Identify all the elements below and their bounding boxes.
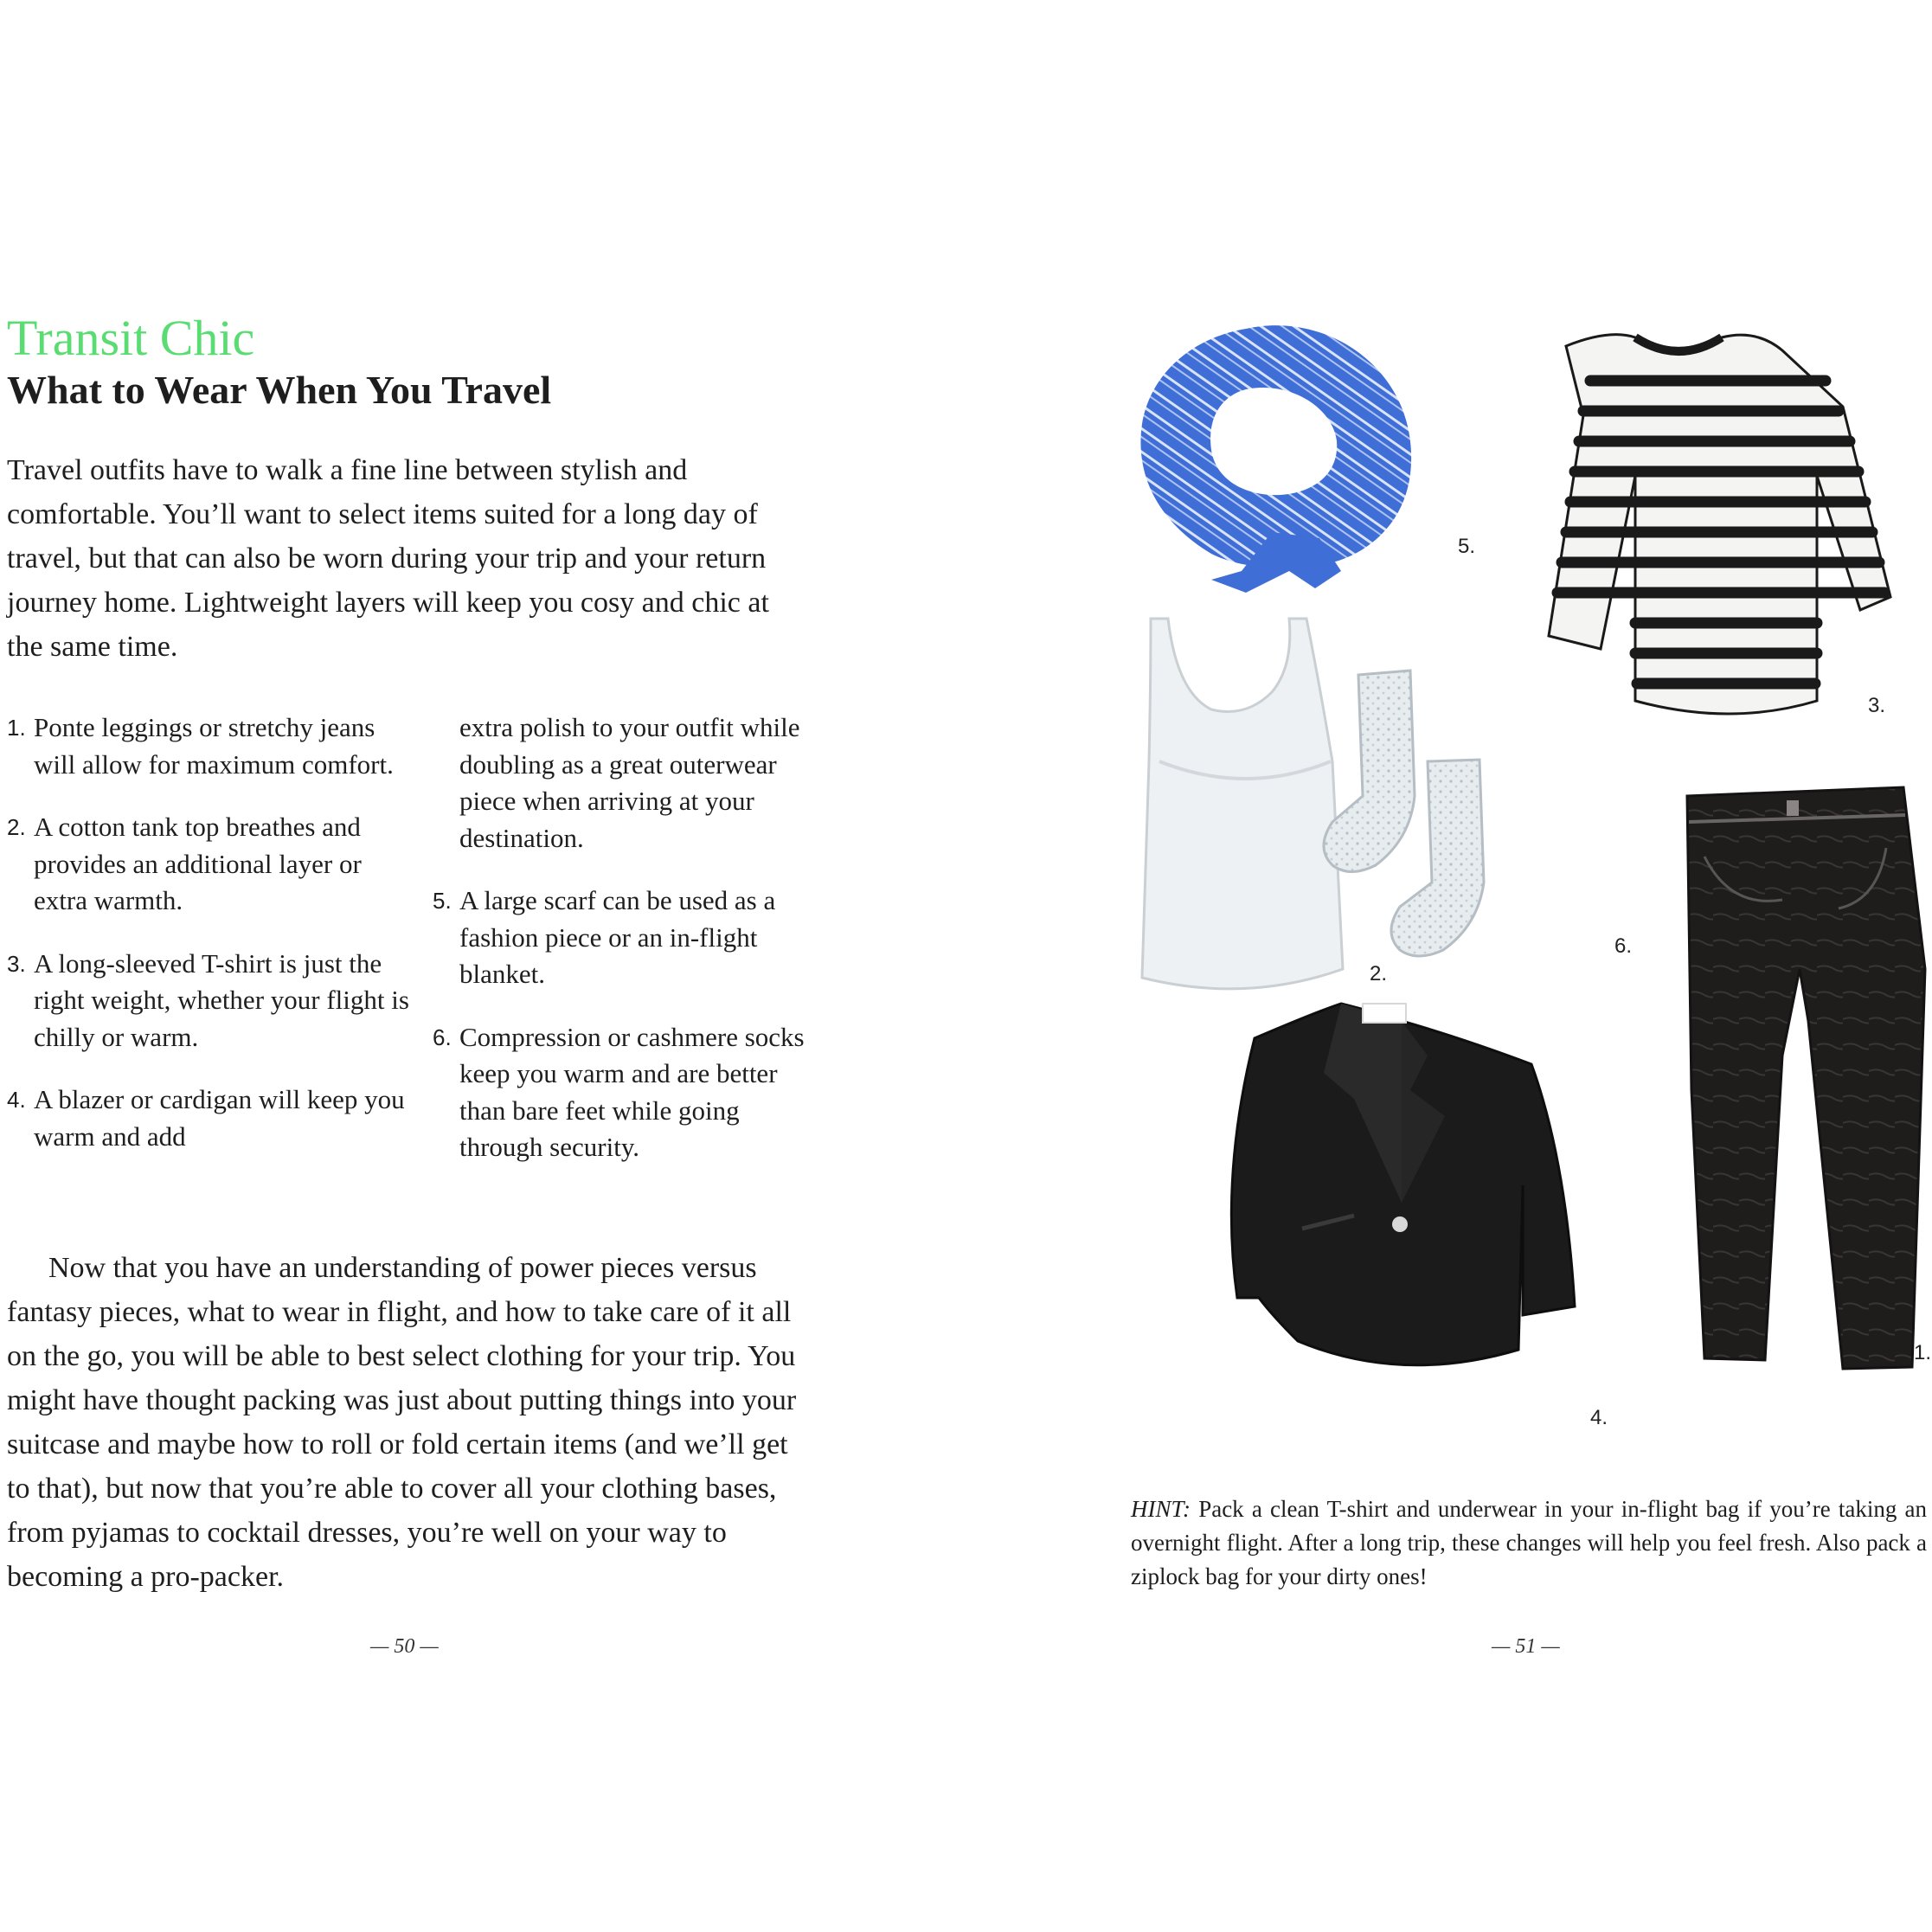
page-number-left: — 50 — bbox=[370, 1635, 439, 1658]
list-item bbox=[7, 1082, 414, 1155]
socks-illustration bbox=[1324, 671, 1484, 956]
list-item-number: 3. bbox=[7, 950, 26, 977]
label-socks: 6. bbox=[1614, 934, 1633, 958]
list-item bbox=[7, 809, 414, 920]
label-leggings: 1. bbox=[1914, 1341, 1932, 1364]
list-item-number: 1. bbox=[7, 715, 26, 741]
list-item bbox=[7, 709, 414, 783]
label-scarf: 5. bbox=[1458, 535, 1476, 558]
list-item-text: A blazer or cardigan will keep you warm and add bbox=[34, 1084, 405, 1152]
label-tank: 2. bbox=[1370, 962, 1388, 985]
label-blazer: 4. bbox=[1590, 1406, 1608, 1429]
list-item-number: 6. bbox=[433, 1024, 452, 1050]
list-item-text: A long-sleeved T-shirt is just the right weight, whether your flight is chilly or warm. bbox=[34, 947, 409, 1052]
list-item bbox=[433, 883, 822, 993]
item-list-column-1 bbox=[7, 709, 414, 1181]
list-item-text: A large scarf can be used as a fashion piece or an in-flight blanket. bbox=[459, 885, 776, 989]
closing-paragraph bbox=[7, 1246, 803, 1599]
hint-text: Pack a clean T-shirt and underwear in your in-flight bag if you’re taking an overnight flight. After a long trip, these changes will help you feel fresh. Also pack a ziplock bag for your dirty ones! bbox=[1131, 1496, 1927, 1589]
item-list-column-2 bbox=[433, 709, 822, 1192]
list-item-text: Ponte leggings or stretchy jeans will allow for maximum comfort. bbox=[34, 712, 394, 780]
label-tshirt: 3. bbox=[1868, 694, 1886, 717]
list-item-text: A cotton tank top breathes and provides an additional layer or extra warmth. bbox=[34, 812, 362, 915]
blazer-illustration bbox=[1231, 1004, 1575, 1365]
clothing-illustration bbox=[1116, 311, 1932, 1454]
list-item bbox=[7, 946, 414, 1056]
list-item-number: 5. bbox=[433, 888, 452, 914]
page-number-right: — 51 — bbox=[1492, 1635, 1560, 1658]
tank-top-illustration bbox=[1142, 619, 1343, 989]
hint-paragraph bbox=[1131, 1492, 1927, 1594]
clothing-illustration-svg bbox=[1116, 311, 1932, 1454]
list-item-number: 4. bbox=[7, 1087, 26, 1113]
leggings-illustration bbox=[1687, 787, 1925, 1369]
list-item-text: Compression or cashmere socks keep you warm and are better than bare feet while going through security. bbox=[459, 1021, 805, 1162]
closing-text: Now that you have an understanding of power pieces versus fantasy pieces, what to wear in flight, and how to take care of it all on the go, you will be able to best select clothing for your trip. You might have thought packing was just about putting things into your suitcase and maybe how to roll or fold certain items (and we’ll get to that), but now that you’re able to cover all your clothing bases, from pyjamas to cocktail dresses, you’re well on your way to becoming a pro-packer. bbox=[7, 1252, 797, 1593]
intro-paragraph: Travel outfits have to walk a fine line between stylish and comfortable. You’ll want to select items suited for a long day of travel, but that can also be worn during your trip and your return journey home. Lightweight layers will keep you cosy and chic at the same time. bbox=[7, 454, 769, 663]
hint-lead: HINT: bbox=[1131, 1496, 1191, 1522]
page-title: Transit Chic bbox=[7, 310, 255, 366]
list-item-text: extra polish to your outfit while doubling as a great outerwear piece when arriving at your destination. bbox=[459, 712, 800, 853]
striped-tshirt-illustration bbox=[1549, 335, 1890, 714]
scarf-illustration bbox=[1140, 325, 1411, 593]
list-item-number: 2. bbox=[7, 814, 26, 840]
page-subtitle: What to Wear When You Travel bbox=[7, 368, 552, 412]
list-item bbox=[433, 1019, 822, 1166]
list-item-continued bbox=[433, 709, 822, 857]
